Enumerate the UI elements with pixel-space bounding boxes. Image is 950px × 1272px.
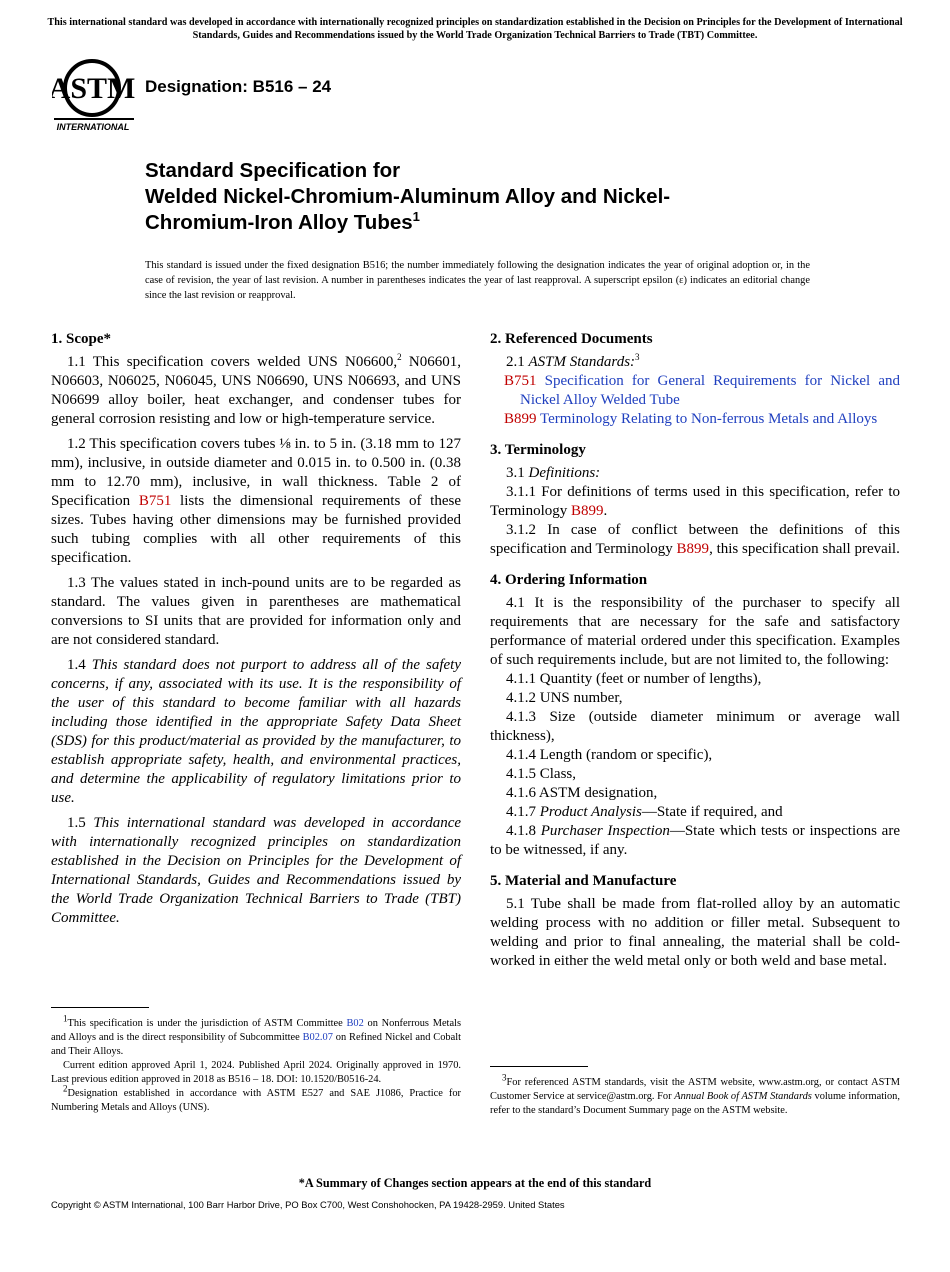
footnote-2: $^2$Designation established in accordance with ASTM E527 and SAE J1086, Practice for Numbering Metals and Alloys (UNS). <box>51 1083 461 1113</box>
terminology-3-1-1: 3.1.1 For definitions of terms used in this specification, refer to Terminology B899. <box>490 484 900 519</box>
material-5-1: 5.1 Tube shall be made from flat-rolled alloy by an automatic welding process with no addition or filler metal. Subsequent to welding and prior to final annealing, the material shall be cold-worked in either the weld metal only or both weld and base metal. <box>490 896 900 969</box>
ordering-4-1: 4.1 It is the responsibility of the purchaser to specify all requirements that are necessary for the safe and satisfactory performance of material ordered under this specification. Examples of such requirements include, but are not limited to, the following: <box>490 595 900 668</box>
ordering-item: 4.1.8 Purchaser Inspection—State which tests or inspections are to be witnessed, if any. <box>490 823 900 858</box>
terminology-3-1-2: 3.1.2 In case of conflict between the definitions of this specification and Terminology B899, this specification shall prevail. <box>490 522 900 557</box>
ordering-item: 4.1.4 Length (random or specific), <box>506 747 713 763</box>
scope-1-4: 1.4 This standard does not purport to address all of the safety concerns, if any, associated with its use. It is the responsibility of the user of this standard to become familiar with all hazards including those identified in the appropriate Safety Data Sheet (SDS) for this product/material as provided by the manufacturer, to establish appropriate safety, health, and environmental practices, and determine the applicability of regulatory limitations prior to use. <box>51 657 462 806</box>
reference-item[interactable]: B751 Specification for General Requirements for Nickel and Nickel Alloy Welded Tube <box>504 373 901 408</box>
ordering-item: 4.1.7 Product Analysis—State if required, and <box>506 804 783 820</box>
document-title <box>145 158 845 236</box>
terminology-3-1: 3.1 Definitions: <box>506 465 601 481</box>
footnote-rule-left <box>51 1007 149 1008</box>
ref-link-b02[interactable]: B02 <box>346 1018 364 1029</box>
scope-1-1: 1.1 This specification covers welded UNS N06600,$^2$ N06601, N06603, N06025, N06045, UNS N06690, UNS N06693, and UNS N06699 alloy boiler, heat exchanger, and condenser tubes for general corrosion resisting and low or high-temperature service. <box>51 352 461 427</box>
footnotes-right <box>490 1072 900 1118</box>
reference-item[interactable]: B899 Terminology Relating to Non-ferrous Metals and Alloys <box>504 411 878 427</box>
referenced-heading: 2. Referenced Documents <box>490 331 653 347</box>
footnote-1-edition: Current edition approved April 1, 2024. Published April 2024. Originally approved in 1970. Last previous edition approved in 2018 as B516 – 18. DOI: 10.1520/B0516-24. <box>51 1060 461 1085</box>
ref-link-b751[interactable]: B751 <box>138 493 172 509</box>
designation: Designation: B516 – 24 <box>145 77 332 96</box>
title-line-1: Standard Specification for <box>145 159 401 182</box>
top-notice: This international standard was developed in accordance with internationally recognized principles on standardization established in the Decision on Principles for the Development of International Standards, Guides and Recommendations issued by the World Trade Organization Technical Barriers to Trade (TBT) Committee. <box>47 17 903 41</box>
logo-letters: ASTM <box>52 72 136 105</box>
title-line-3: Chromium-Iron Alloy Tubes$^1$ <box>145 209 420 234</box>
title-line-2: Welded Nickel-Chromium-Aluminum Alloy and Nickel- <box>145 185 671 208</box>
ref-link-b899[interactable]: B899 <box>676 541 710 557</box>
ordering-item: 4.1.1 Quantity (feet or number of lengths), <box>506 671 762 687</box>
referenced-2-1: 2.1 ASTM Standards:$^3$ <box>506 352 640 370</box>
astm-logo <box>52 56 136 134</box>
summary-note: *A Summary of Changes section appears at the end of this standard <box>298 1176 652 1190</box>
ordering-item: 4.1.6 ASTM designation, <box>506 785 658 801</box>
ordering-item: 4.1.2 UNS number, <box>506 690 623 706</box>
scope-heading: 1. Scope* <box>51 331 111 347</box>
footnote-1: $^1$This specification is under the jurisdiction of ASTM Committee B02 on Nonferrous Metals and Alloys and is the direct responsibility of Subcommittee B02.07 on Refined Nickel and Cobalt and Their Alloys. <box>51 1013 461 1057</box>
scope-1-2: 1.2 This specification covers tubes ⅛ in. to 5 in. (3.18 mm to 127 mm), inclusive, in outside diameter and 0.015 in. to 0.500 in. (0.38 mm to 12.70 mm), inclusive, in wall thickness. Table 2 of Specification B751 lists the dimensional requirements of these sizes. Tubes having other dimensions may be furnished provided such tubing complies with all other requirements of this specification. <box>51 436 461 566</box>
logo-text: INTERNATIONAL <box>56 122 130 132</box>
left-column <box>51 330 461 934</box>
scope-1-5: 1.5 This international standard was developed in accordance with internationally recognized principles on standardization established in the Decision on Principles for the Development of International Standards, Guides and Recommendations issued by the World Trade Organization Technical Barriers to Trade (TBT) Committee. <box>51 815 462 926</box>
terminology-heading: 3. Terminology <box>490 442 586 458</box>
footnote-3: $^3$For referenced ASTM standards, visit the ASTM website, www.astm.org, or contact ASTM Customer Service at service@astm.org. For Annual Book of ASTM Standards volume information, refer to the standard’s Document Summary page on the ASTM website. <box>490 1072 900 1116</box>
ref-link-b899[interactable]: B899 <box>571 503 604 519</box>
scope-1-3: 1.3 The values stated in inch-pound units are to be regarded as standard. The values given in parentheses are mathematical conversions to SI units that are provided for information only and are not considered standard. <box>51 575 461 648</box>
title-footnote-mark: 1 <box>412 209 420 225</box>
ref-link-b02-07[interactable]: B02.07 <box>302 1032 333 1043</box>
footnote-rule-right <box>490 1066 588 1067</box>
ordering-item: 4.1.5 Class, <box>506 766 577 782</box>
ordering-item: 4.1.3 Size (outside diameter minimum or average wall thickness), <box>490 709 900 744</box>
issue-note: This standard is issued under the fixed designation B516; the number immediately following the designation indicates the year of original adoption or, in the case of revision, the year of last revision. A number in parentheses indicates the year of last reapproval. A superscript epsilon (ε) indicates an editorial change since the last revision or reapproval. <box>145 260 810 301</box>
footnotes-left <box>51 1013 461 1115</box>
material-heading: 5. Material and Manufacture <box>490 873 677 889</box>
copyright: Copyright © ASTM International, 100 Barr Harbor Drive, PO Box C700, West Conshohocken, PA 19428-2959. United States <box>51 1199 565 1210</box>
right-column <box>490 330 900 977</box>
ordering-heading: 4. Ordering Information <box>490 572 648 588</box>
